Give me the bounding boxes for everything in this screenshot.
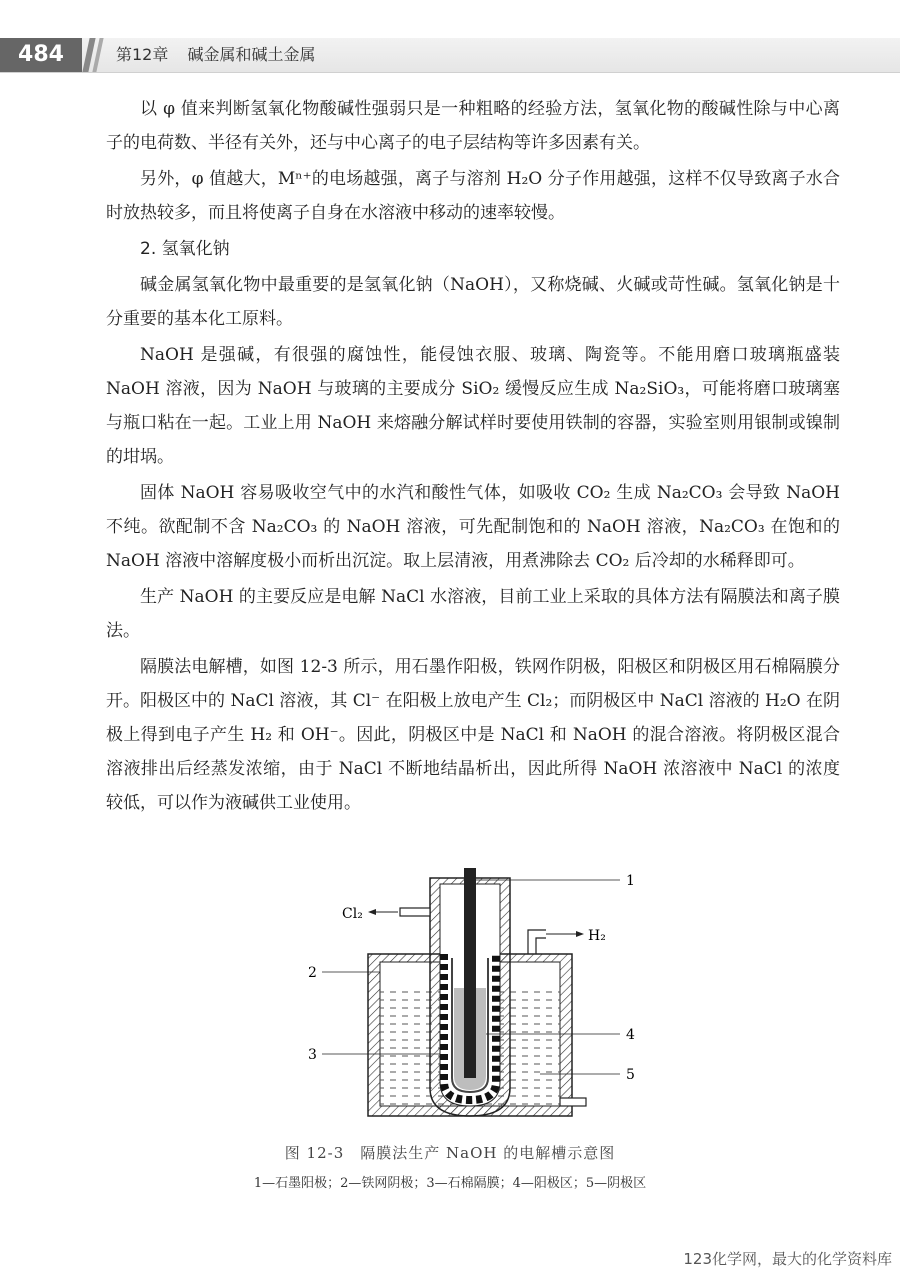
paragraph: NaOH 是强碱，有很强的腐蚀性，能侵蚀衣服、玻璃、陶瓷等。不能用磨口玻璃瓶盛装 NaOH 溶液，因为 NaOH 与玻璃的主要成分 SiO₂ 缓慢反应生成 Na₂SiO₃，可能将磨口玻璃塞与瓶口粘在一起。工业上用 NaOH 来熔融分解试样时要使用铁制的容器，实验室则用银制或镍制的坩埚。 [106,345,840,467]
cl2-label: Cl₂ [342,906,363,922]
running-header [116,38,315,72]
paragraph: 以 φ 值来判断氢氧化物酸碱性强弱只是一种粗略的经验方法，氢氧化物的酸碱性除与中心离子的电荷数、半径有关外，还与中心离子的电子层结构等许多因素有关。 [106,99,840,153]
paragraph: 另外，φ 值越大，Mⁿ⁺的电场越强，离子与溶剂 H₂O 分子作用越强，这样不仅导致离子水合时放热较多，而且将使离子自身在水溶液中移动的速率较慢。 [106,169,840,223]
label-2: 2 [308,965,317,981]
chapter-number: 第12章 [116,45,169,64]
label-5: 5 [626,1067,635,1083]
h2-outlet [528,930,584,954]
paragraph: 隔膜法电解槽，如图 12-3 所示，用石墨作阳极，铁网作阴极，阳极区和阴极区用石棉隔膜分开。阳极区中的 NaCl 溶液，其 Cl⁻ 在阳极上放电产生 Cl₂；而阴极区中 NaCl 溶液的 H₂O 在阴极上得到电子产生 H₂ 和 OH⁻。因此，阴极区中是 NaCl 和 NaOH 的混合溶液。将阴极区混合溶液排出后经蒸发浓缩，由于 NaCl 不断地结晶析出，因此所得 NaOH 浓溶液中 NaCl 的浓度较低，可以作为液碱供工业使用。 [106,657,840,813]
section-heading: 2. 氢氧化钠 [140,239,230,259]
label-3: 3 [308,1047,317,1063]
body-text [106,92,840,822]
paragraph: 碱金属氢氧化物中最重要的是氢氧化钠（NaOH），又称烧碱、火碱或苛性碱。氢氧化钠是十分重要的基本化工原料。 [106,275,840,329]
cl2-outlet [368,908,430,916]
chapter-title: 碱金属和碱土金属 [187,45,316,64]
figure-legend: 1—石墨阳极；2—铁网阴极；3—石棉隔膜；4—阳极区；5—阴极区 [253,1176,647,1191]
watermark: 123化学网，最大的化学资料库 [683,1250,892,1268]
label-4: 4 [626,1027,635,1043]
label-1: 1 [626,873,635,889]
outlet-pipe [560,1098,586,1106]
paragraph: 生产 NaOH 的主要反应是电解 NaCl 水溶液，目前工业上采取的具体方法有隔膜法和离子膜法。 [106,587,840,641]
paragraph: 固体 NaOH 容易吸收空气中的水汽和酸性气体，如吸收 CO₂ 生成 Na₂CO₃ 会导致 NaOH 不纯。欲配制不含 Na₂CO₃ 的 NaOH 溶液，可先配制饱和的 NaOH 溶液，Na₂CO₃ 在饱和的 NaOH 溶液中溶解度极小而析出沉淀。取上层清液，用煮沸除去 CO₂ 后冷却的水稀释即可。 [106,483,840,571]
graphite-anode [464,868,476,1078]
page-number: 484 [0,38,82,72]
figure-caption: 图 12-3 隔膜法生产 NaOH 的电解槽示意图 [284,1144,616,1162]
h2-label: H₂ [588,928,606,944]
electrolytic-cell-diagram [280,868,680,1138]
